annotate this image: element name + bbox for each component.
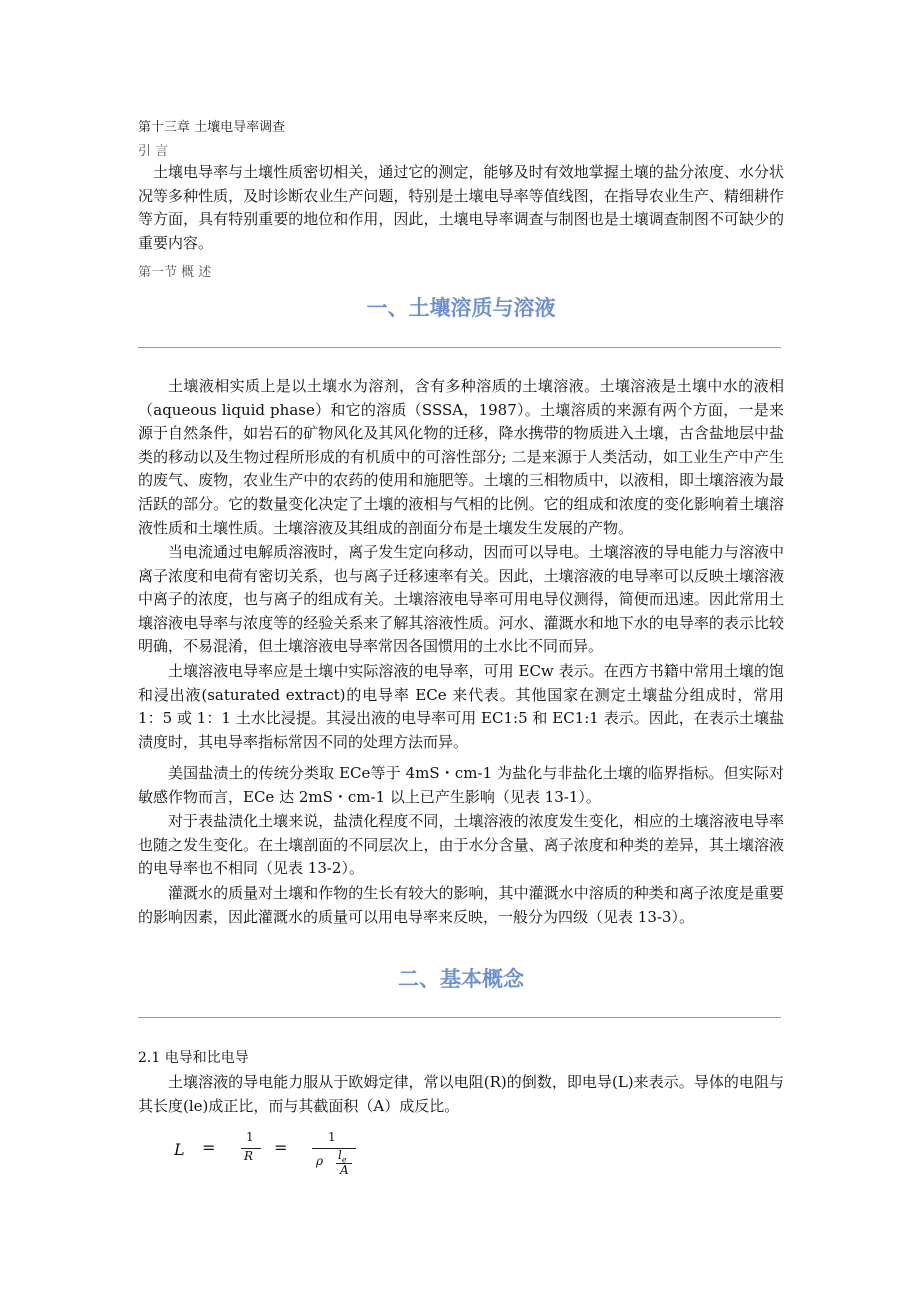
- subsection-title: 2.1 电导和比电导: [138, 1050, 249, 1066]
- section-label: 第一节 概 述: [138, 265, 212, 280]
- paragraph-us-classification: 美国盐渍土的传统分类取 ECe等于 4mS・cm-1 为盐化与非盐化土壤的临界指标。但实际对敏感作物而言，ECe 达 2mS・cm-1 以上已产生影响（见表 13-1）。: [138, 764, 784, 806]
- intro-label: 引 言: [138, 144, 169, 159]
- formula-equals-2: =: [274, 1138, 288, 1157]
- paragraph-solutes: 土壤液相实质上是以土壤水为溶剂，含有多种溶质的土壤溶液。土壤溶液是土壤中水的液相（aqueous liquid phase）和它的溶质（SSSA，1987）。土壤溶质的来源有两个方面，一是来源于自然条件，如岩石的矿物风化及其风化物的迁移，降水携带的物质进入土壤，古含盐地层中盐类的移动以及生物过程所形成的有机质中的可溶性部分; 二是来源于人类活动，如工业生产中产生的废气、废物，农业生产中的农药的使用和施肥等。土壤的三相物质中，以液相，即土壤溶液为最活跃的部分。它的数量变化决定了土壤的液相与气相的比例。它的组成和浓度的变化影响着土壤溶液性质和土壤性质。土壤溶液及其组成的剖面分布是土壤发生发展的产物。: [138, 377, 784, 537]
- section-heading-2: 二、基本概念: [398, 967, 524, 991]
- formula-inner-sub: e: [341, 1155, 347, 1165]
- divider-2: [138, 1017, 781, 1018]
- intro-paragraph: 土壤电导率与土壤性质密切相关，通过它的测定，能够及时有效地掌握土壤的盐分浓度、水分状况等多种性质，及时诊断农业生产问题，特别是土壤电导率等值线图，在指导农业生产、精细耕作等方面，具有特别重要的地位和作用，因此，土壤电导率调查与制图也是土壤调查制图不可缺少的重要内容。: [138, 163, 784, 252]
- paragraph-irrigation: 灌溉水的质量对土壤和作物的生长有较大的影响，其中灌溉水中溶质的种类和离子浓度是重要的影响因素，因此灌溉水的质量可以用电导率来反映，一般分为四级（见表 13-3）。: [138, 884, 784, 926]
- paragraph-ohm-law: 土壤溶液的导电能力服从于欧姆定律，常以电阻(R)的倒数，即电导(L)来表示。导体的电阻与其长度(le)成正比，而与其截面积（A）成反比。: [138, 1073, 784, 1115]
- paragraph-salinization: 对于表盐渍化土壤来说，盐渍化程度不同，土壤溶液的浓度发生变化，相应的土壤溶液电导率也随之发生变化。在土壤剖面的不同层次上，由于水分含量、离子浓度和种类的差异，其土壤溶液的电导率也不相同（见表 13-2）。: [138, 812, 784, 878]
- paragraph-ec-definition: 土壤溶液电导率应是土壤中实际溶液的电导率，可用 ECw 表示。在西方书籍中常用土壤的饱和浸出液(saturated extract)的电导率 ECe 来代表。其他国家在测定土壤盐分组成时，常用 1：5 或 1：1 土水比浸提。其浸出液的电导率可用 EC1:5 和 EC1:1 表示。因此，在表示土壤盐渍度时，其电导率指标常因不同的处理方法而异。: [138, 662, 784, 751]
- formula-frac2-bar: [312, 1148, 356, 1149]
- formula-inner-l: l: [338, 1148, 342, 1162]
- divider-1: [138, 347, 781, 348]
- formula-frac1-numerator: 1: [246, 1130, 254, 1144]
- section-heading-1: 一、土壤溶质与溶液: [366, 296, 556, 320]
- formula-equals-1: =: [202, 1138, 216, 1157]
- formula-inner-numerator: [338, 1148, 347, 1164]
- formula-lhs: L: [174, 1140, 185, 1159]
- conductance-formula: [168, 1128, 408, 1188]
- formula-inner-denominator: A: [340, 1163, 349, 1177]
- formula-rho: ρ: [316, 1154, 324, 1168]
- chapter-title: 第十三章 土壤电导率调查: [138, 120, 286, 135]
- formula-frac2-numerator: 1: [328, 1130, 336, 1144]
- formula-frac1-denominator: R: [244, 1149, 254, 1163]
- paragraph-conductance: 当电流通过电解质溶液时，离子发生定向移动，因而可以导电。土壤溶液的导电能力与溶液中离子浓度和电荷有密切关系，也与离子迁移速率有关。因此，土壤溶液的电导率可以反映土壤溶液中离子的浓度，也与离子的组成有关。土壤溶液电导率可用电导仪测得，简便而迅速。因此常用土壤溶液电导率与浓度等的经验关系来了解其溶液性质。河水、灌溉水和地下水的电导率的表示比较明确，不易混淆，但土壤溶液电导率常因各国惯用的土水比不同而异。: [138, 543, 784, 656]
